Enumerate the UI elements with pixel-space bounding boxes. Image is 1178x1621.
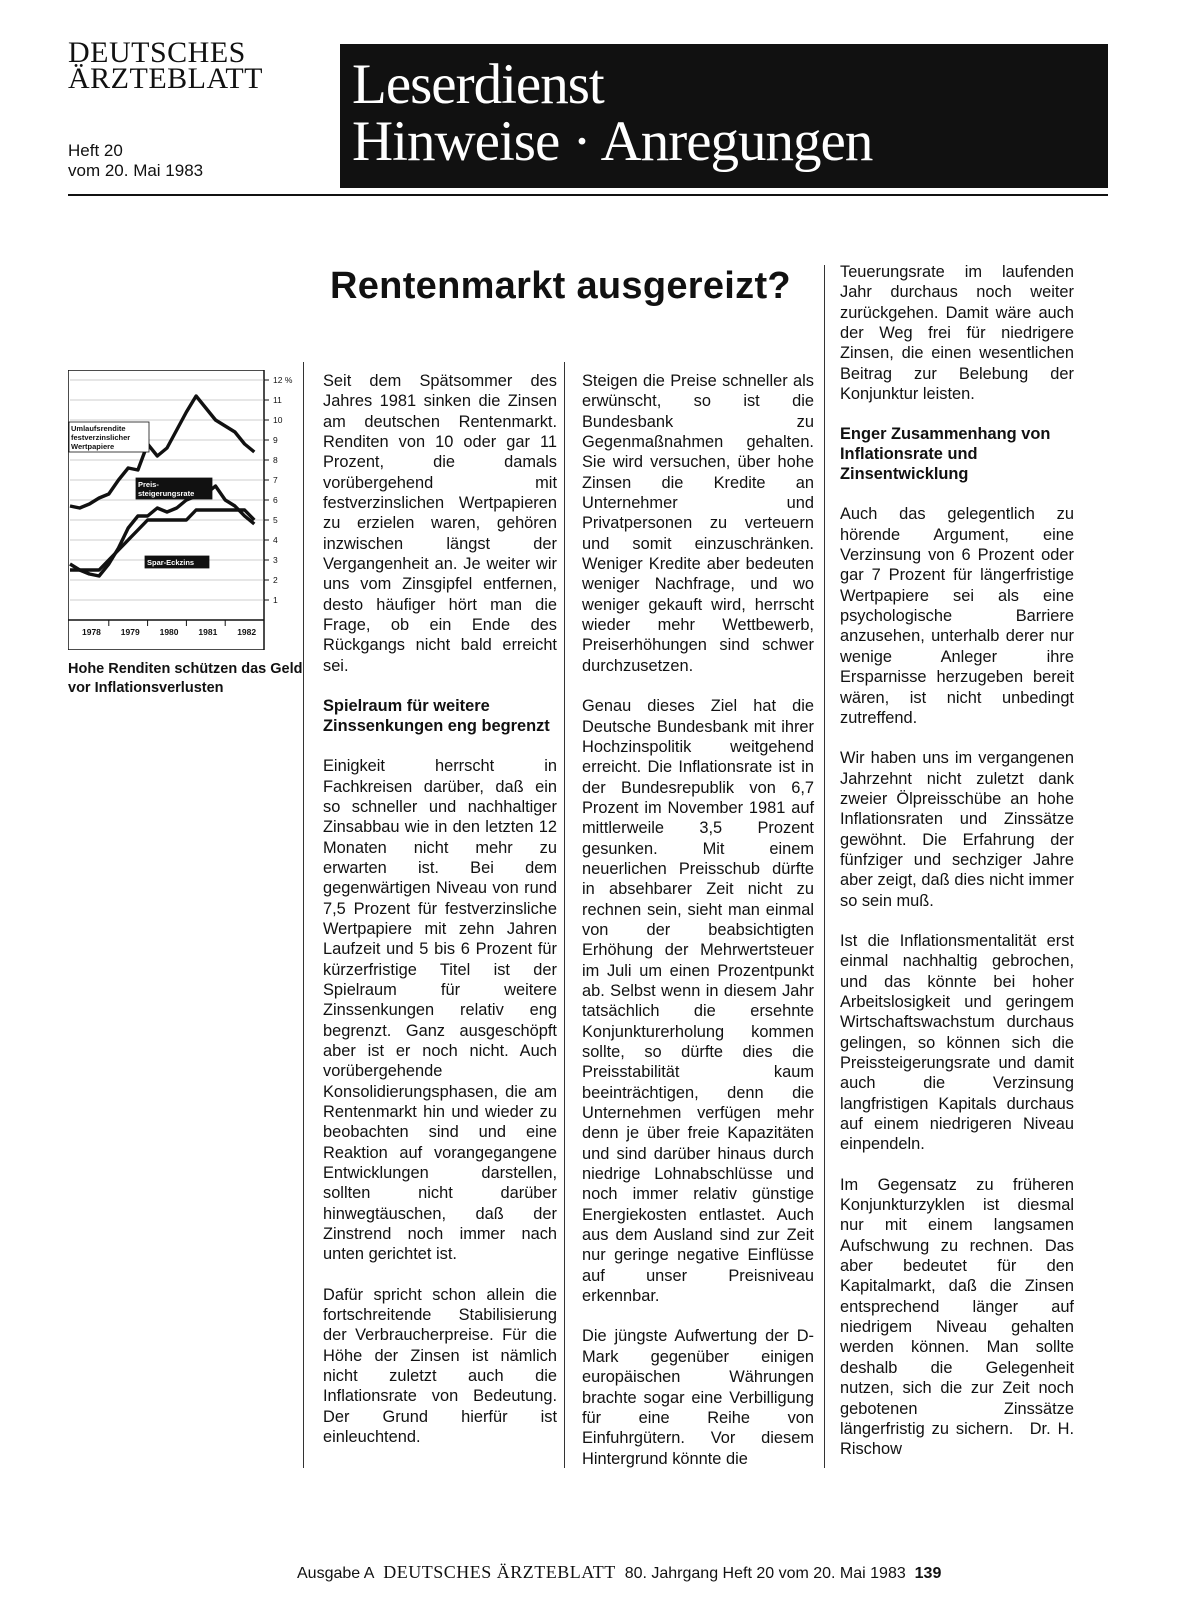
paragraph-text: Teuerungsrate im laufenden Jahr durchaus noch weiter zurückgehen. Damit wäre auch der Weg frei für niedrigere Zinsen, die einen wesentlichen Beitrag zur Belebung der Konjunktur leisten.	[840, 263, 1074, 404]
paragraph-text: Steigen die Preise schneller als erwünscht, so ist die Bundesbank zu Gegenmaßnahmen gehalten. Sie wird versuchen, über hohe Zinsen die Kredite an Unternehmer und Privatpersonen zu verteuern und somit einzuschränken. Weniger Kredite aber bedeuten weniger Nachfrage, und wo weniger gekauft wird, herrscht wieder mehr Wettbewerb, Preiserhöhungen sind schwer durchzusetzen.	[582, 372, 814, 675]
x-tick-label: 1981	[198, 627, 218, 637]
paragraph	[840, 262, 1074, 404]
header-rule	[68, 194, 1108, 196]
masthead-line2: ÄRZTEBLATT	[68, 62, 263, 95]
figure-caption: Hohe Renditen schützen das Geld vor Inflationsverlusten	[68, 661, 303, 696]
article-headline: Rentenmarkt ausgereizt?	[330, 265, 791, 307]
y-tick-label: 7	[273, 475, 278, 485]
paragraph-text: Genau dieses Ziel hat die Deutsche Bundesbank mit ihrer Hochzinspolitik weitgehend erreicht. Die Inflationsrate ist in der Bundesrepublik von 6,7 Prozent im November 1981 auf mittlerweile 3,5 Prozent gesunken. Mit einem neuerlichen Preisschub dürfte in absehbarer Zeit nicht zu rechnen sein, sieht man einmal von der beabsichtigten Erhöhung der Mehrwertsteuer im Juli um einen Prozentpunkt ab. Selbst wenn in diesem Jahr tatsächlich die ersehnte Konjunkturerholung kommen sollte, so dürfte dies die Preisstabilität kaum beeinträchtigen, denn die Unternehmen verfügen mehr denn je über freie Kapazitäten und sind darüber hinaus durch niedrige Lohnabschlüsse und noch immer relativ günstige Energiekosten entlastet. Auch aus dem Ausland sind zur Zeit nur geringe negative Einflüsse auf unser Preisniveau erkennbar.	[582, 697, 814, 1306]
subheading-text: Spielraum für weitere Zinssenkungen eng begrenzt	[323, 697, 550, 736]
article-column-3	[840, 262, 1074, 1480]
section-banner	[340, 44, 1108, 188]
series-label: Preis-	[138, 480, 159, 489]
subheading-text: Enger Zusammenhang von Inflationsrate und Zinsentwicklung	[840, 425, 1051, 484]
y-tick-label: 2	[273, 575, 278, 585]
paragraph-text: Wir haben uns im vergangenen Jahrzehnt nicht zuletzt dank zweier Ölpreisschübe an hohe Inflationsraten und Zinssätze gewöhnt. Die Erfahrung der fünfziger und sechziger Jahre aber zeigt, daß dies nicht immer so sein muß.	[840, 749, 1074, 910]
y-tick-label: 4	[273, 535, 278, 545]
article-column-1	[323, 371, 557, 1468]
y-tick-label: 10	[273, 415, 283, 425]
issue-info	[68, 141, 203, 181]
y-tick-label: 11	[273, 395, 282, 405]
paragraph-text: Auch das gelegentlich zu hörende Argument, eine Verzinsung von 6 Prozent oder gar 7 Prozent für längerfristige Wertpapiere sei als eine psychologische Barriere anzusehen, unterhalb derer nur wenige Anleger ihre Ersparnisse herzugeben bereit wären, ist nicht unbedingt zutreffend.	[840, 505, 1074, 727]
paragraph	[323, 1285, 557, 1448]
y-tick-label: 3	[273, 555, 278, 565]
paragraph-text: Die jüngste Aufwertung der D-Mark gegenüber einigen europäischen Währungen brachte sogar eine Verbilligung für eine Reihe von Einfuhrgütern. Vor diesem Hintergrund könnte die	[582, 1327, 814, 1468]
banner-line2: Hinweise · Anregungen	[352, 110, 873, 173]
paragraph	[582, 371, 814, 676]
paragraph	[323, 756, 557, 1265]
masthead-line1: DEUTSCHES	[68, 36, 246, 69]
footer-magazine: DEUTSCHES ÄRZTEBLATT	[383, 1562, 616, 1582]
series-label: Wertpapiere	[71, 442, 115, 451]
y-tick-label: 1	[273, 595, 278, 605]
footer-issue: 80. Jahrgang Heft 20 vom 20. Mai 1983	[624, 1565, 906, 1582]
masthead-logo	[68, 36, 263, 95]
interest-chart	[68, 370, 300, 650]
y-tick-label: 6	[273, 495, 278, 505]
paragraph-text: Im Gegensatz zu früheren Konjunkturzyklen ist diesmal nur mit einem langsamen Aufschwung zu rechnen. Das aber bedeutet für den Kapitalmarkt, daß die Zinsen entsprechend länger auf niedrigem Niveau gehalten werden können. Man sollte deshalb die Gelegenheit nutzen, sich die zur Zeit noch gebotenen Zinssätze längerfristig zu sichern.	[840, 1175, 1074, 1438]
paragraph	[323, 371, 557, 676]
column-rule-3	[824, 265, 825, 1468]
series-label: steigerungsrate	[138, 489, 195, 498]
issue-number: Heft 20	[68, 141, 123, 160]
paragraph	[582, 696, 814, 1306]
paragraph-text: Dafür spricht schon allein die fortschreitende Stabilisierung der Verbraucherpreise. Für die Höhe der Zinsen ist nämlich nicht zuletzt auch die Inflationsrate von Bedeutung. Der Grund hierfür ist einleuchtend.	[323, 1285, 557, 1447]
x-tick-label: 1982	[237, 627, 257, 637]
author-signature: Dr. H. Rischow	[840, 1419, 1074, 1459]
paragraph	[840, 504, 1074, 728]
paragraph-text: Einigkeit herrscht in Fachkreisen darüber, daß ein so schneller und nachhaltiger Zinsabbau wie in den letzten 12 Monaten nicht mehr zu erwarten ist. Bei dem gegenwärtigen Niveau von rund 7,5 Prozent für festverzinsliche Wertpapiere mit zehn Jahren Laufzeit und 5 bis 6 Prozent für kürzerfristige Titel ist der Spielraum für weitere Zinssenkungen relativ eng begrenzt. Ganz ausgeschöpft aber ist er noch nicht. Auch vorübergehende Konsolidierungsphasen, die am Rentenmarkt hin und wieder zu beobachten sind und eine Reaktion auf vorangegangene Entwicklungen darstellen, sollten nicht darüber hinwegtäuschen, daß der Zinstrend noch immer nach unten gerichtet ist.	[323, 757, 557, 1264]
y-tick-label: 12 %	[273, 375, 293, 385]
column-rule-2	[564, 362, 565, 1468]
y-tick-label: 5	[273, 515, 278, 525]
column-rule-1	[303, 362, 304, 1468]
page-number: 139	[914, 1565, 942, 1582]
article-column-2	[582, 371, 814, 1489]
paragraph	[582, 1326, 814, 1468]
paragraph	[840, 931, 1074, 1155]
issue-date: vom 20. Mai 1983	[68, 161, 204, 180]
y-tick-label: 9	[273, 435, 278, 445]
paragraph-text: Ist die Inflationsmentalität erst einmal nachhaltig gebrochen, und das könnte bei hoher Arbeitslosigkeit und geringem Wirtschaftswachstum durchaus gelingen, so können sich die Preissteigerungsrate und damit auch die Verzinsung langfristigen Kapitals durchaus auf einem niedrigeren Niveau einpendeln.	[840, 931, 1074, 1154]
page-footer	[297, 1562, 941, 1583]
subheading	[323, 696, 557, 736]
x-tick-label: 1978	[82, 627, 101, 637]
footer-edition: Ausgabe A	[297, 1565, 375, 1582]
y-tick-label: 8	[273, 455, 278, 465]
paragraph-text: Seit dem Spätsommer des Jahres 1981 sinken die Zinsen am deutschen Rentenmarkt. Renditen von 10 oder gar 11 Prozent, die damals vorübergehend mit festverzinslichen Wertpapieren zu erzielen waren, gehören inzwischen längst der Vergangenheit an. Je weiter wir uns vom Zinsgipfel entfernen, desto häufiger hört man die Frage, ob ein Ende des Rückgangs nicht bald erreicht sei.	[323, 372, 557, 675]
subheading	[840, 424, 1074, 484]
banner-line1: Leserdienst	[352, 53, 604, 116]
x-tick-label: 1980	[159, 627, 179, 637]
paragraph	[840, 1175, 1074, 1460]
paragraph	[840, 748, 1074, 911]
series-label: Spar-Eckzins	[147, 558, 195, 567]
x-tick-label: 1979	[120, 627, 140, 637]
series-label: Umlaufsrendite	[71, 424, 126, 433]
series-label: festverzinslicher	[71, 433, 131, 442]
